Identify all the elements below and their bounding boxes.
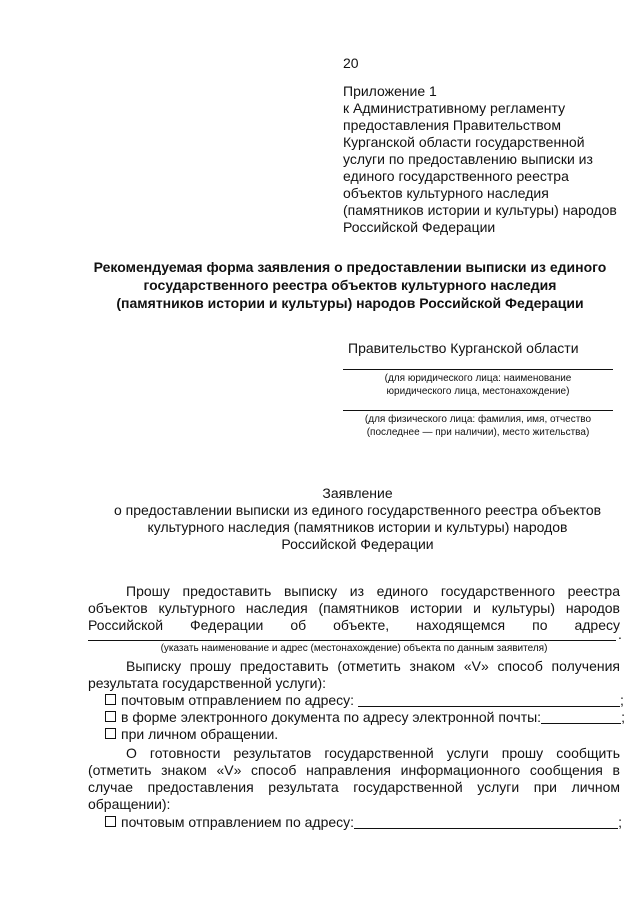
object-address-line[interactable] [88, 640, 616, 641]
option-end: ; [621, 709, 625, 725]
legal-entity-hint [343, 372, 613, 398]
individual-hint [343, 413, 613, 439]
annex-line: к Административному регламенту [343, 100, 566, 116]
form-title-line: государственного реестра объектов культурного наследия [143, 277, 557, 293]
annex-line: Российской Федерации [343, 219, 496, 235]
application-title-line: о предоставлении выписки из единого государственного реестра объектов [113, 502, 602, 518]
notify-mail-address-field[interactable] [354, 815, 618, 829]
person-hint-line: (последнее — при наличии), место жительства) [366, 427, 590, 438]
object-address-hint: (указать наименование и адрес (местонахождение) объекта по данным заявителя) [160, 643, 548, 654]
mail-address-field[interactable] [358, 693, 620, 707]
annex-line: единого государственного реестра [343, 168, 569, 184]
annex-line: предоставления Правительством [343, 117, 561, 133]
request-paragraph [88, 583, 620, 634]
annex-line: Курганской области государственной [343, 134, 585, 150]
option-label: почтовым отправлением по адресу: [121, 814, 355, 830]
checkbox-email[interactable] [105, 711, 116, 722]
delivery-intro-line: результата государственной услуги): [88, 675, 327, 691]
application-title-line: культурного наследия (памятников истории и культуры) народов [147, 519, 568, 535]
option-end: ; [618, 814, 622, 830]
annex-line: (памятников истории и культуры) народов [343, 202, 617, 218]
addressee-name: Правительство Курганской области [348, 340, 579, 356]
notification-line: случае предоставления результата государственной услуги при личном [88, 779, 620, 795]
email-address-field[interactable] [541, 710, 621, 724]
annex-block [343, 83, 633, 236]
application-title-line: Российской Федерации [281, 536, 434, 552]
application-title-line: Заявление [322, 485, 393, 501]
addressee-person-line[interactable] [343, 410, 613, 411]
annex-line: Приложение 1 [343, 83, 437, 99]
delivery-intro [88, 658, 620, 692]
request-line: Российской Федерации об объекте, находящемся по адресу [88, 617, 620, 633]
form-title-line: Рекомендуемая форма заявления о предоставлении выписки из единого [93, 259, 607, 275]
page-number: 20 [343, 55, 359, 71]
application-title [85, 485, 630, 553]
legal-hint-line: (для юридического лица: наименование [384, 373, 572, 384]
checkbox-notify-mail[interactable] [105, 816, 116, 827]
notification-option-mail [105, 814, 622, 831]
request-line: Прошу предоставить выписку из единого государственного реестра [126, 583, 620, 599]
option-label: почтовым отправлением по адресу: [121, 692, 355, 708]
checkbox-mail[interactable] [105, 694, 116, 705]
notification-line: (отметить знаком «V» способ направления информационного сообщения в [88, 762, 620, 778]
notification-line: О готовности результатов государственной услуги прошу сообщить [126, 745, 620, 761]
notification-paragraph [88, 745, 620, 813]
option-label: в форме электронного документа по адресу электронной почты: [121, 709, 542, 725]
annex-line: услуги по предоставлению выписки из [343, 151, 593, 167]
form-title [85, 258, 615, 312]
addressee-block [343, 340, 618, 356]
checkbox-in-person[interactable] [105, 728, 116, 739]
request-line: объектов культурного наследия (памятников истории и культуры) народов [88, 600, 620, 616]
addressee-legal-line[interactable] [343, 369, 613, 370]
option-label: при личном обращении. [121, 726, 279, 742]
annex-line: объектов культурного наследия [343, 185, 549, 201]
delivery-intro-line: Выписку прошу предоставить (отметить знаком «V» способ получения [126, 658, 620, 674]
delivery-option-in-person [105, 726, 278, 743]
address-end-dot: . [618, 626, 622, 642]
option-end: ; [619, 692, 624, 708]
legal-hint-line: юридического лица, местонахождение) [386, 386, 570, 397]
form-title-line: (памятников истории и культуры) народов Российской Федерации [116, 295, 584, 311]
delivery-option-mail [105, 692, 624, 709]
delivery-option-email [105, 709, 625, 726]
person-hint-line: (для физического лица: фамилия, имя, отчество [364, 414, 592, 425]
notification-line: обращении): [88, 796, 171, 812]
